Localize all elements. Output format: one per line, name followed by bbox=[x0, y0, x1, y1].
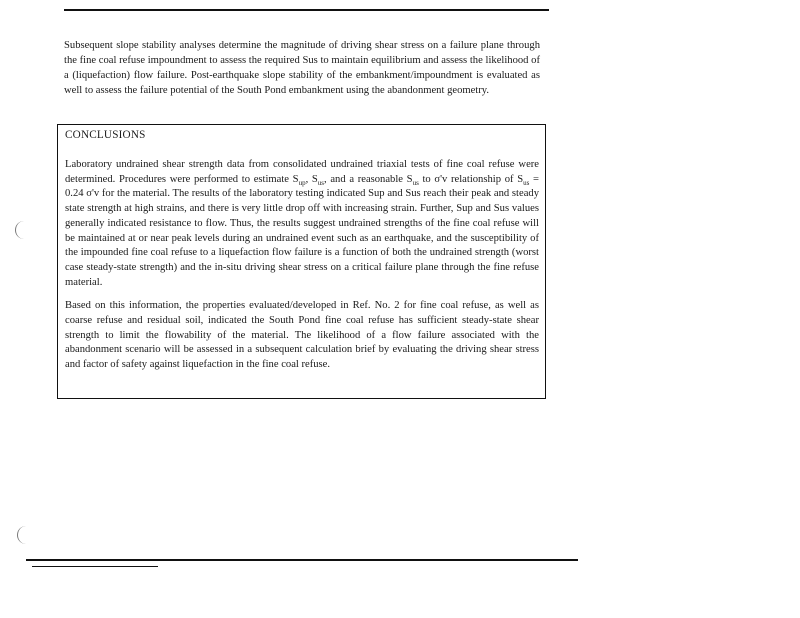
conclusions-paragraph-2: Based on this information, the properties evaluated/developed in Ref. No. 2 for fine coal refuse, as well as coarse refuse and residual soil, indicated the South Pond fine coal refuse has sufficient steady-state shear strength to limit the flowability of the material. The likelihood of a flow failure associated with the abandonment scenario will be assessed in a subsequent calculation brief by evaluating the driving shear stress and factor of safety against liquefaction in the fine coal refuse. bbox=[65, 300, 539, 371]
footer-rule-short bbox=[32, 566, 158, 567]
footer-rule bbox=[26, 559, 578, 561]
p1-text-5: = 0.24 σ'v for the material. The results of the laboratory testing indicated Sup and Sus reach their peak and steady state strength at high strains, and there is very little drop off with increasing strain. Further, Sup and Sus values generally indicated resistance to flow. Thus, the results suggest undrained strengths of the fine coal refuse will be maintained at or near peak levels during an undrained event such as an earthquake, and the susceptibility of the impounded fine coal refuse to a liquefaction flow failure is a function of both the undrained strength (worst case steady-state strength) and the in-situ driving shear stress on a critical failure plane through the fine refuse material. bbox=[65, 173, 539, 288]
p1-subscript-1: up bbox=[298, 178, 306, 187]
p1-text-2: , S bbox=[305, 173, 318, 185]
binder-hole-mark bbox=[17, 526, 28, 544]
binder-hole-mark bbox=[15, 221, 26, 239]
p1-text-3: , and a reasonable S bbox=[324, 173, 413, 185]
conclusions-heading: CONCLUSIONS bbox=[65, 129, 146, 141]
p1-subscript-4: us bbox=[523, 178, 530, 187]
intro-paragraph: Subsequent slope stability analyses determine the magnitude of driving shear stress on a failure plane through the fine coal refuse impoundment to assess the required Sus to maintain equilibrium and assess the likelihood of a (liquefaction) flow failure. Post-earthquake slope stability of the embankment/impoundment is evaluated as well to assess the failure potential of the South Pond embankment using the abandonment geometry. bbox=[64, 40, 540, 97]
p1-subscript-2: us bbox=[317, 178, 325, 187]
conclusions-box bbox=[57, 124, 546, 399]
p1-text-4: to σ'v relationship of S bbox=[418, 173, 524, 185]
header-rule bbox=[64, 9, 549, 11]
p1-subscript-3: us bbox=[412, 178, 419, 187]
conclusions-paragraph-1 bbox=[65, 158, 539, 290]
p1-text-1: Laboratory undrained shear strength data from consolidated undrained triaxial tests of fine coal refuse were determined. Procedures were performed to estimate S bbox=[65, 159, 539, 185]
